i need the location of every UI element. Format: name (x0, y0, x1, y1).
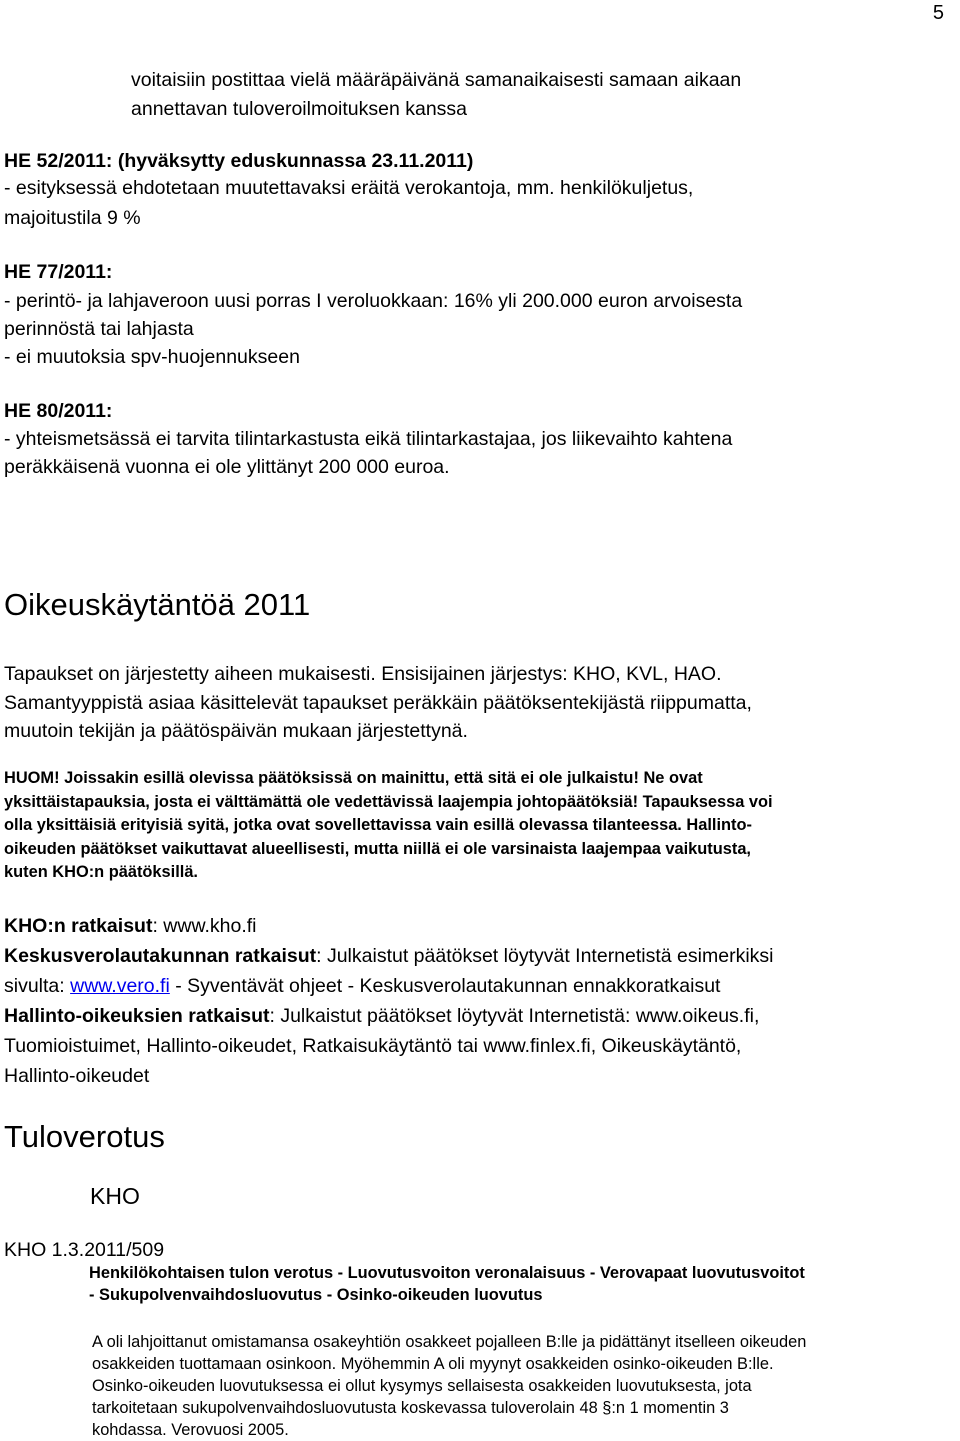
intro-line-1: voitaisiin postittaa vielä määräpäivänä samanaikaisesti samaan aikaan (131, 69, 742, 91)
kho-source (4, 911, 954, 941)
case-id: KHO 1.3.2011/509 (4, 1239, 165, 1261)
huom-line-3: olla yksittäisiä erityisiä syitä, jotka ovat sovellettavissa vain esillä olevassa tilanteessa. Hallinto- (4, 816, 752, 834)
hao-source-line-3: Hallinto-oikeudet (4, 1065, 150, 1087)
page-number: 5 (932, 2, 944, 24)
decision-sources (4, 911, 954, 1091)
kvl-source-path: - Syventävät ohjeet - Keskusverolautakunnan ennakkoratkaisut (169, 975, 721, 997)
kvl-source-prefix: sivulta: (4, 975, 71, 997)
case-summary-line-5: kohdassa. Verovuosi 2005. (92, 1421, 289, 1439)
huom-note (4, 767, 949, 885)
subheading-kho: KHO (90, 1183, 140, 1209)
case-summary-line-1: A oli lahjoittanut omistamansa osakeyhtiön osakkeet pojalleen B:lle ja pidättänyt itselleen oikeuden (92, 1333, 807, 1351)
he52-title: HE 52/2011: (hyväksytty eduskunnassa 23.11.2011) (4, 150, 474, 172)
case-summary-line-2: osakkeiden tuottamaan osinkoon. Myöhemmin A oli myynyt osakkeiden osinko-oikeuden B:lle. (92, 1355, 774, 1373)
case-summary-line-3: Osinko-oikeuden luovutuksessa ei ollut kysymys sellaisesta osakkeiden luovutuksesta, jota (92, 1377, 752, 1395)
he52-line-2: majoitustila 9 % (4, 207, 141, 229)
case-keywords-line-1: Henkilökohtaisen tulon verotus - Luovutusvoiton veronalaisuus - Verovapaat luovutusvoitot (89, 1264, 805, 1282)
kho-source-label: KHO:n ratkaisut (4, 915, 153, 937)
kvl-source-line-2 (4, 971, 954, 1001)
section-heading-tuloverotus: Tuloverotus (4, 1119, 165, 1154)
huom-line-5: kuten KHO:n päätöksillä. (4, 863, 198, 881)
case-keywords (89, 1262, 959, 1306)
kvl-source-label: Keskusverolautakunnan ratkaisut (4, 945, 317, 967)
intro-line-2: annettavan tuloveroilmoituksen kanssa (131, 98, 468, 120)
oikeus-para-line-2: Samantyyppistä asiaa käsittelevät tapaukset peräkkäin päätöksentekijästä riippumatta, (4, 692, 752, 714)
oikeus-para-line-3: muutoin tekijän ja päätöspäivän mukaan järjestettynä. (4, 720, 468, 742)
hao-source-label: Hallinto-oikeuksien ratkaisut (4, 1005, 270, 1027)
kho-source-text: : www.kho.fi (152, 915, 257, 937)
he77-line-2: perinnöstä tai lahjasta (4, 318, 194, 340)
case-summary-line-4: tarkoitetaan sukupolvenvaihdosluovutusta koskevassa tuloverolain 48 §:n 1 momentin 3 (92, 1399, 729, 1417)
kvl-source (4, 941, 954, 971)
he77-line-3: - ei muutoksia spv-huojennukseen (4, 346, 300, 368)
vero-link[interactable]: www.vero.fi (70, 975, 170, 997)
he52-line-1: - esityksessä ehdotetaan muutettavaksi eräitä verokantoja, mm. henkilökuljetus, (4, 177, 694, 199)
kvl-source-text: : Julkaistut päätökset löytyvät Internetistä esimerkiksi (316, 945, 774, 967)
huom-line-4: oikeuden päätökset vaikuttavat alueellisesti, mutta niillä ei ole varsinaista laajempaa vaikutusta, (4, 839, 751, 858)
case-keywords-line-2: - Sukupolvenvaihdosluovutus - Osinko-oikeuden luovutus (89, 1286, 543, 1304)
hao-source (4, 1001, 954, 1031)
he77-line-1: - perintö- ja lahjaveroon uusi porras I veroluokkaan: 16% yli 200.000 euron arvoisesta (4, 290, 743, 312)
hao-source-text: : Julkaistut päätökset löytyvät Internetistä: www.oikeus.fi, (269, 1005, 760, 1027)
he80-line-1: - yhteismetsässä ei tarvita tilintarkastusta eikä tilintarkastajaa, jos liikevaihto kahtena (4, 428, 733, 450)
he77-title: HE 77/2011: (4, 261, 113, 283)
section-heading-oikeuskaytanto: Oikeuskäytäntöä 2011 (4, 587, 311, 622)
hao-source-line-2: Tuomioistuimet, Hallinto-oikeudet, Ratkaisukäytäntö tai www.finlex.fi, Oikeuskäytäntö, (4, 1035, 742, 1057)
huom-line-2: yksittäistapauksia, josta ei välttämättä ole vedettävissä laajempia johtopäätöksiä! Tapauksessa voi (4, 792, 773, 811)
he80-line-2: peräkkäisenä vuonna ei ole ylittänyt 200 000 euroa. (4, 456, 450, 478)
he80-title: HE 80/2011: (4, 400, 113, 422)
oikeus-para-line-1: Tapaukset on järjestetty aiheen mukaisesti. Ensisijainen järjestys: KHO, KVL, HAO. (4, 663, 722, 685)
huom-line-1: HUOM! Joissakin esillä olevissa päätöksissä on mainittu, että sitä ei ole julkaistu! Ne ovat (4, 769, 703, 787)
case-summary (92, 1331, 954, 1441)
